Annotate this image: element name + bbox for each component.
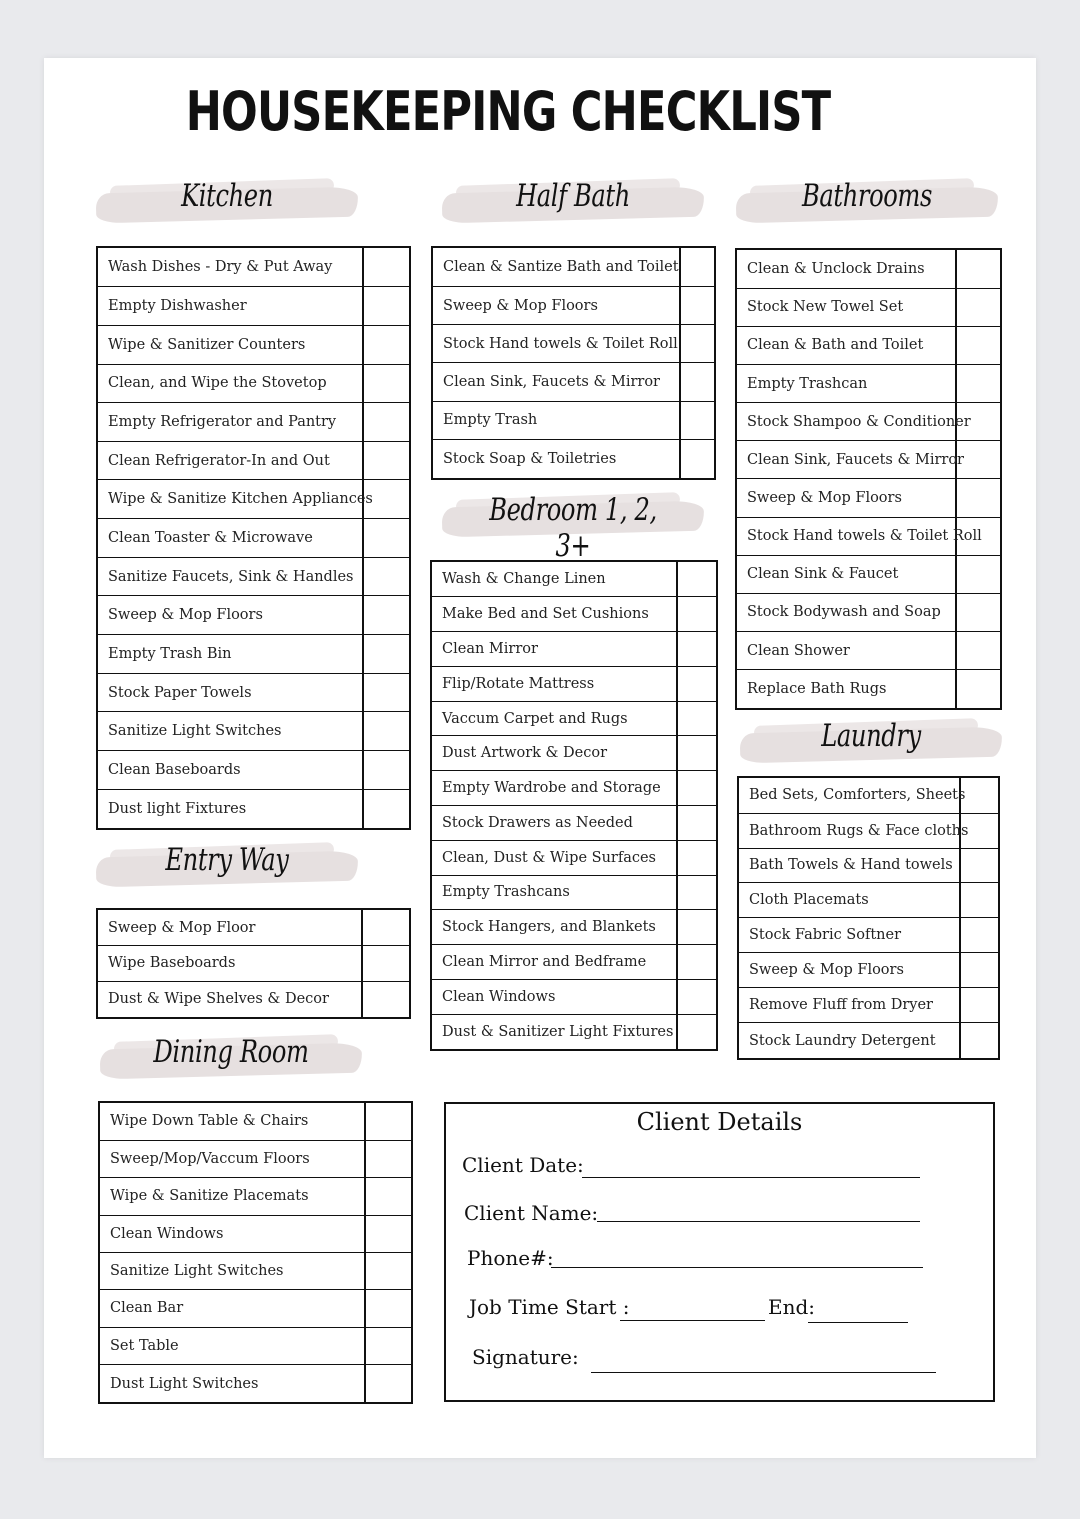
- job-end-field[interactable]: [808, 1322, 908, 1323]
- task-checkbox[interactable]: [680, 440, 715, 479]
- checklist-row: [99, 1290, 412, 1327]
- checklist-row: [736, 249, 1001, 288]
- checklist-row: [736, 441, 1001, 479]
- checklist-row: [736, 593, 1001, 631]
- checklist-row: [431, 910, 717, 945]
- page-title: HOUSEKEEPING CHECKLIST: [185, 80, 831, 143]
- task-checkbox[interactable]: [680, 286, 715, 324]
- signature-field[interactable]: [591, 1372, 936, 1373]
- task-label: Clean Mirror and Bedframe: [431, 945, 677, 980]
- task-label: Dust & Wipe Shelves & Decor: [108, 991, 329, 1008]
- checklist-row: [97, 247, 410, 287]
- checklist-row: [432, 440, 715, 479]
- dining-room-checklist: [98, 1101, 413, 1404]
- task-checkbox[interactable]: [363, 247, 410, 287]
- task-checkbox[interactable]: [960, 883, 999, 918]
- task-label: Empty Dishwasher: [97, 287, 363, 326]
- heading-dining-room: [100, 1032, 362, 1090]
- checklist-row: [99, 1327, 412, 1364]
- task-checkbox[interactable]: [362, 909, 410, 946]
- task-label: Flip/Rotate Mattress: [431, 666, 677, 701]
- checklist-row: [97, 364, 410, 403]
- task-checkbox[interactable]: [677, 771, 717, 806]
- job-end-label: End:: [768, 1295, 816, 1319]
- heading-entry-way: [96, 840, 358, 898]
- checklist-row: [99, 1178, 412, 1215]
- task-checkbox[interactable]: [956, 288, 1001, 326]
- task-checkbox[interactable]: [677, 561, 717, 597]
- task-label: Sweep/Mop/Vaccum Floors: [99, 1140, 365, 1177]
- task-label: Stock Soap & Toiletries: [443, 451, 617, 468]
- checklist-row: [97, 673, 410, 712]
- task-checkbox[interactable]: [363, 441, 410, 480]
- job-time-start-label: Job Time Start :: [469, 1295, 630, 1319]
- task-label: Empty Trashcans: [431, 875, 677, 910]
- heading-bathrooms-label: Bathrooms: [802, 178, 932, 214]
- task-label: Sanitize Faucets, Sink & Handles: [97, 557, 363, 596]
- bedroom-checklist: [430, 560, 718, 1051]
- half-bath-checklist: [431, 246, 716, 480]
- checklist-row: [431, 979, 717, 1014]
- task-label: Stock Bodywash and Soap: [736, 593, 956, 631]
- checklist-row: [99, 1140, 412, 1177]
- task-label: Stock Shampoo & Conditioner: [736, 403, 956, 441]
- task-checkbox[interactable]: [365, 1252, 412, 1289]
- task-checkbox[interactable]: [680, 325, 715, 363]
- checklist-row: [97, 981, 410, 1018]
- checklist-row: [431, 561, 717, 597]
- checklist-row: [432, 401, 715, 439]
- checklist-row: [736, 555, 1001, 593]
- task-checkbox[interactable]: [677, 701, 717, 736]
- checklist-row: [431, 875, 717, 910]
- task-checkbox[interactable]: [956, 479, 1001, 517]
- checklist-row: [97, 946, 410, 982]
- checklist-row: [431, 666, 717, 701]
- task-checkbox[interactable]: [677, 945, 717, 980]
- heading-kitchen-label: Kitchen: [181, 178, 273, 214]
- task-checkbox[interactable]: [677, 875, 717, 910]
- checklist-row: [736, 517, 1001, 555]
- heading-kitchen: [96, 176, 358, 234]
- checklist-row: [738, 883, 999, 918]
- checklist-row: [97, 325, 410, 364]
- task-label: Sanitize Light Switches: [99, 1252, 365, 1289]
- task-label: Stock Hand towels & Toilet Roll: [432, 325, 680, 363]
- heading-laundry: [740, 716, 1002, 774]
- task-checkbox[interactable]: [956, 249, 1001, 288]
- task-label: Stock New Towel Set: [736, 288, 956, 326]
- task-label: Empty Refrigerator and Pantry: [97, 403, 363, 442]
- task-label: Sweep & Mop Floors: [738, 953, 960, 988]
- task-checkbox[interactable]: [960, 988, 999, 1023]
- task-checkbox[interactable]: [956, 670, 1001, 709]
- task-label: Stock Laundry Detergent: [749, 1032, 936, 1049]
- task-checkbox[interactable]: [365, 1327, 412, 1364]
- task-checkbox[interactable]: [956, 593, 1001, 631]
- checklist-row: [431, 736, 717, 771]
- heading-dining-room-label: Dining Room: [153, 1034, 309, 1070]
- task-label: Clean & Bath and Toilet: [736, 326, 956, 364]
- task-checkbox[interactable]: [363, 287, 410, 326]
- checklist-row: [736, 326, 1001, 364]
- task-label: Clean Shower: [736, 632, 956, 670]
- client-name-label: Client Name:: [464, 1201, 599, 1225]
- checklist-row: [736, 288, 1001, 326]
- checklist-row: [99, 1215, 412, 1252]
- task-label: Sanitize Light Switches: [97, 712, 363, 751]
- task-label: Wipe Down Table & Chairs: [99, 1102, 365, 1140]
- checklist-row: [97, 635, 410, 674]
- task-checkbox[interactable]: [680, 363, 715, 401]
- task-label: Wipe & Sanitizer Counters: [97, 325, 363, 364]
- task-label: Dust light Fixtures: [108, 800, 247, 817]
- checklist-row: [432, 363, 715, 401]
- task-label: Empty Trash Bin: [97, 635, 363, 674]
- task-label: Wipe Baseboards: [97, 946, 362, 982]
- task-label: Clean Sink, Faucets & Mirror: [736, 441, 956, 479]
- task-checkbox[interactable]: [363, 596, 410, 635]
- task-checkbox[interactable]: [363, 519, 410, 558]
- checklist-row: [99, 1102, 412, 1140]
- checklist-row: [738, 988, 999, 1023]
- task-checkbox[interactable]: [956, 555, 1001, 593]
- task-label: Remove Fluff from Dryer: [738, 988, 960, 1023]
- checklist-row: [99, 1252, 412, 1289]
- task-label: Empty Wardrobe and Storage: [431, 771, 677, 806]
- task-checkbox[interactable]: [680, 401, 715, 439]
- checklist-row: [432, 286, 715, 324]
- task-label: Bathroom Rugs & Face cloths: [738, 813, 960, 848]
- checklist-row: [431, 701, 717, 736]
- heading-bathrooms: [736, 176, 998, 234]
- task-checkbox[interactable]: [365, 1365, 412, 1404]
- checklist-row: [736, 670, 1001, 709]
- task-label: Sweep & Mop Floors: [97, 596, 363, 635]
- checklist-row: [738, 813, 999, 848]
- task-checkbox[interactable]: [677, 840, 717, 875]
- task-label: Clean, and Wipe the Stovetop: [97, 364, 363, 403]
- task-label: Clean & Unclock Drains: [736, 249, 956, 288]
- task-label: Clean Windows: [99, 1215, 365, 1252]
- checklist-row: [97, 909, 410, 946]
- task-label: Set Table: [99, 1327, 365, 1364]
- task-label: Sweep & Mop Floors: [736, 479, 956, 517]
- task-checkbox[interactable]: [363, 750, 410, 789]
- checklist-row: [738, 1023, 999, 1059]
- checklist-row: [431, 597, 717, 632]
- task-checkbox[interactable]: [363, 712, 410, 751]
- checklist-row: [736, 365, 1001, 403]
- task-checkbox[interactable]: [960, 777, 999, 813]
- task-label: Stock Fabric Softner: [738, 918, 960, 953]
- task-label: Wash Dishes - Dry & Put Away: [97, 247, 363, 287]
- task-label: Empty Trashcan: [736, 365, 956, 403]
- entry-way-checklist: [96, 908, 411, 1019]
- task-checkbox[interactable]: [956, 365, 1001, 403]
- task-label: Dust Light Switches: [110, 1375, 259, 1392]
- task-label: Empty Trash: [432, 401, 680, 439]
- task-checkbox[interactable]: [362, 946, 410, 982]
- task-label: Clean Mirror: [431, 632, 677, 667]
- task-checkbox[interactable]: [362, 981, 410, 1018]
- client-name-field[interactable]: [597, 1221, 920, 1222]
- task-checkbox[interactable]: [365, 1290, 412, 1327]
- job-time-start-field[interactable]: [620, 1320, 765, 1321]
- checklist-row: [97, 403, 410, 442]
- task-label: Replace Bath Rugs: [747, 681, 887, 698]
- task-checkbox[interactable]: [960, 848, 999, 883]
- task-label: Clean Toaster & Microwave: [97, 519, 363, 558]
- task-label: Bath Towels & Hand towels: [738, 848, 960, 883]
- heading-half-bath: [442, 176, 704, 234]
- task-checkbox[interactable]: [363, 673, 410, 712]
- checklist-row: [431, 1014, 717, 1050]
- task-label: Cloth Placemats: [738, 883, 960, 918]
- task-checkbox[interactable]: [960, 918, 999, 953]
- checklist-row: [97, 441, 410, 480]
- kitchen-checklist: [96, 246, 411, 830]
- task-checkbox[interactable]: [363, 635, 410, 674]
- checklist-row: [431, 805, 717, 840]
- bathrooms-checklist: [735, 248, 1002, 710]
- heading-bedroom: [442, 490, 704, 564]
- signature-label: Signature:: [472, 1345, 579, 1369]
- task-checkbox[interactable]: [677, 910, 717, 945]
- client-details-title: Client Details: [636, 1108, 803, 1136]
- task-label: Wash & Change Linen: [431, 561, 677, 597]
- task-label: Dust Artwork & Decor: [431, 736, 677, 771]
- task-checkbox[interactable]: [677, 1014, 717, 1050]
- task-checkbox[interactable]: [956, 632, 1001, 670]
- task-checkbox[interactable]: [677, 736, 717, 771]
- task-label: Make Bed and Set Cushions: [431, 597, 677, 632]
- checklist-row: [432, 247, 715, 286]
- task-label: Sweep & Mop Floors: [432, 286, 680, 324]
- checklist-row: [738, 918, 999, 953]
- heading-half-bath-label: Half Bath: [516, 178, 630, 214]
- task-checkbox[interactable]: [363, 364, 410, 403]
- task-checkbox[interactable]: [365, 1102, 412, 1140]
- checklist-row: [738, 777, 999, 813]
- task-checkbox[interactable]: [365, 1215, 412, 1252]
- checklist-row: [736, 479, 1001, 517]
- checklist-row: [97, 712, 410, 751]
- checklist-row: [431, 945, 717, 980]
- checklist-row: [432, 325, 715, 363]
- task-checkbox[interactable]: [365, 1178, 412, 1215]
- checklist-row: [97, 480, 410, 519]
- task-checkbox[interactable]: [680, 247, 715, 286]
- task-checkbox[interactable]: [677, 979, 717, 1014]
- task-label: Clean Baseboards: [97, 750, 363, 789]
- checklist-row: [99, 1365, 412, 1404]
- task-checkbox[interactable]: [363, 325, 410, 364]
- task-label: Wipe & Sanitize Kitchen Appliances: [97, 480, 363, 519]
- task-label: Clean Refrigerator-In and Out: [97, 441, 363, 480]
- checklist-row: [97, 557, 410, 596]
- task-checkbox[interactable]: [365, 1140, 412, 1177]
- checklist-row: [97, 287, 410, 326]
- task-checkbox[interactable]: [363, 789, 410, 829]
- heading-laundry-label: Laundry: [821, 718, 921, 754]
- task-label: Vaccum Carpet and Rugs: [431, 701, 677, 736]
- client-date-label: Client Date:: [462, 1153, 584, 1177]
- task-label: Clean Bar: [99, 1290, 365, 1327]
- phone-field[interactable]: [551, 1267, 923, 1268]
- task-checkbox[interactable]: [960, 1023, 999, 1059]
- task-label: Clean Windows: [431, 979, 677, 1014]
- task-checkbox[interactable]: [960, 953, 999, 988]
- phone-label: Phone#:: [467, 1246, 554, 1270]
- task-checkbox[interactable]: [677, 597, 717, 632]
- task-checkbox[interactable]: [677, 632, 717, 667]
- checklist-row: [431, 632, 717, 667]
- task-label: Clean, Dust & Wipe Surfaces: [431, 840, 677, 875]
- task-checkbox[interactable]: [363, 403, 410, 442]
- task-label: Clean & Santize Bath and Toilet: [432, 247, 680, 286]
- checklist-row: [97, 519, 410, 558]
- checklist-row: [736, 403, 1001, 441]
- task-label: Dust & Sanitizer Light Fixtures: [442, 1023, 674, 1040]
- checklist-row: [97, 596, 410, 635]
- checklist-row: [738, 848, 999, 883]
- client-date-field[interactable]: [582, 1177, 920, 1178]
- checklist-row: [738, 953, 999, 988]
- task-label: Wipe & Sanitize Placemats: [99, 1178, 365, 1215]
- checklist-row: [736, 632, 1001, 670]
- laundry-checklist: [737, 776, 1000, 1060]
- checklist-row: [431, 771, 717, 806]
- task-label: Sweep & Mop Floor: [97, 909, 362, 946]
- task-checkbox[interactable]: [677, 666, 717, 701]
- task-label: Clean Sink & Faucet: [736, 555, 956, 593]
- task-checkbox[interactable]: [956, 326, 1001, 364]
- checklist-row: [97, 789, 410, 829]
- checklist-row: [431, 840, 717, 875]
- task-label: Bed Sets, Comforters, Sheets: [738, 777, 960, 813]
- heading-entry-way-label: Entry Way: [165, 842, 289, 878]
- task-checkbox[interactable]: [677, 805, 717, 840]
- checklist-row: [97, 750, 410, 789]
- task-label: Stock Paper Towels: [97, 673, 363, 712]
- task-label: Stock Drawers as Needed: [431, 805, 677, 840]
- task-label: Stock Hangers, and Blankets: [431, 910, 677, 945]
- heading-bedroom-label: Bedroom 1, 2, 3+: [489, 492, 657, 564]
- task-checkbox[interactable]: [363, 557, 410, 596]
- task-label: Stock Hand towels & Toilet Roll: [736, 517, 956, 555]
- task-label: Clean Sink, Faucets & Mirror: [432, 363, 680, 401]
